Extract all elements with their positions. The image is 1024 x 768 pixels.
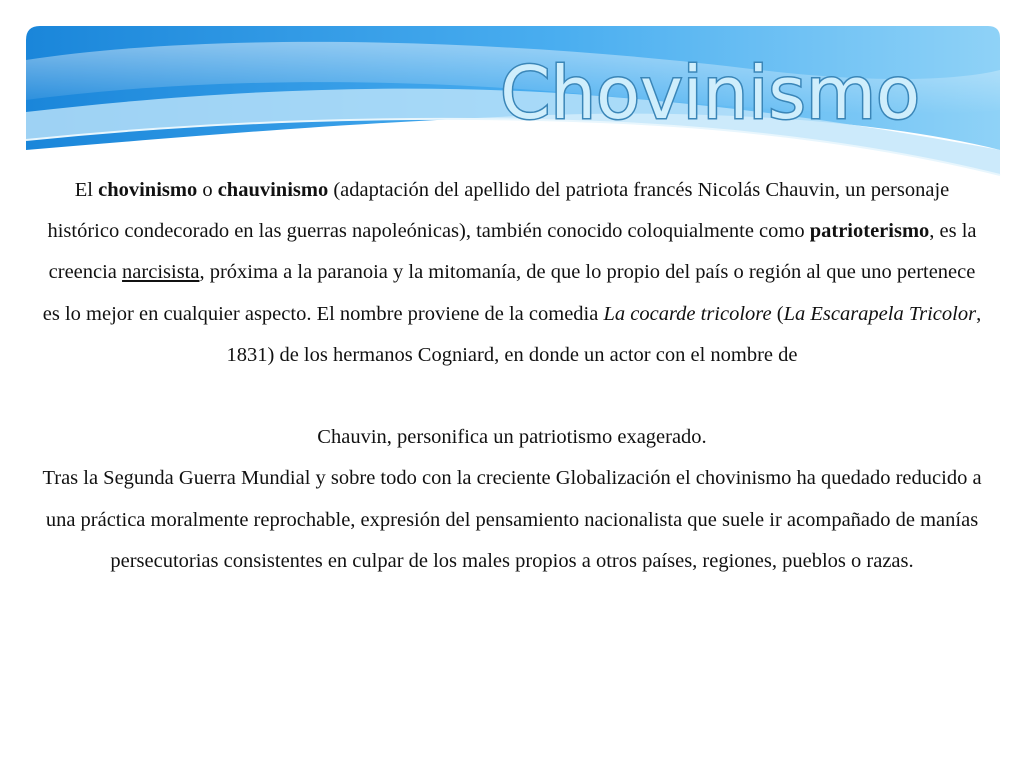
term-chovinismo: chovinismo <box>98 179 198 201</box>
text-run: (adaptación del apellido del patriota francés Nicolás Chauvin, un personaje histórico condecorado en las guerras napoleónicas), también conocido coloquialmente como <box>47 179 950 243</box>
text-run: , próxima a la paranoia y la mitomanía, de que lo propio del país o región al que uno pertenece es lo mejor en cualquier aspecto. El nombre proviene de la comedia <box>42 261 976 325</box>
paragraph-definition <box>40 170 984 376</box>
text-run: , 1831) de los hermanos Cogniard, en donde un actor con el nombre de <box>226 302 982 366</box>
paragraph-chauvin: Chauvin, personifica un patriotismo exagerado. <box>317 426 707 449</box>
term-patrioterismo: patrioterismo <box>809 220 930 243</box>
term-chauvinismo: chauvinismo <box>217 179 329 201</box>
page-title-text: Chovinismo <box>500 51 920 135</box>
title-la-cocarde-tricolore: La cocarde tricolore <box>603 302 772 325</box>
link-narcisista[interactable]: narcisista <box>122 261 200 284</box>
text-run: o <box>197 179 218 201</box>
page-title <box>0 50 1024 140</box>
paragraph-gap <box>40 376 984 417</box>
paragraph-modern: Tras la Segunda Guerra Mundial y sobre todo con la creciente Globalización el chovinismo ha quedado reducido a una práctica moralmente reprochable, expresión del pensamiento nacionalista que suele ir acompañado de manías persecutorias consistentes en culpar de los males propios a otros países, regiones, pueblos o razas. <box>42 467 982 572</box>
title-la-escarapela-tricolor: La Escarapela Tricolor <box>783 302 977 325</box>
text-run: ( <box>771 302 784 325</box>
text-run: , es la creencia <box>48 220 977 284</box>
body-text <box>40 170 984 582</box>
text-run: El <box>74 179 99 201</box>
